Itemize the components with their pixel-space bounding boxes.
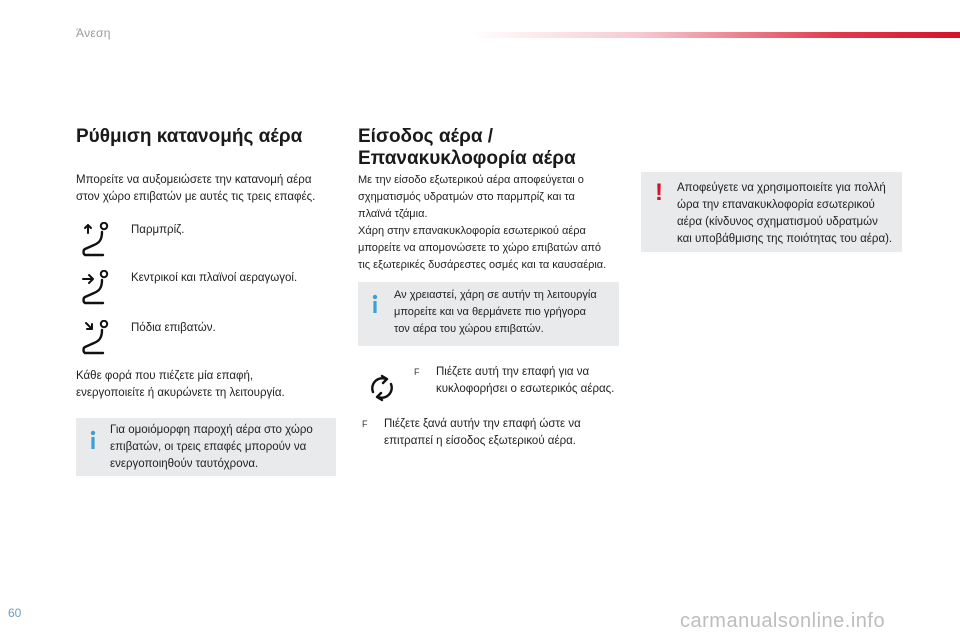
info-line: μπορείτε και να θερμάνετε πιο γρήγορα <box>394 306 586 318</box>
middle-title-line: Είσοδος αέρα / <box>358 126 494 147</box>
recirculation-icon <box>366 372 398 404</box>
info-line: Αν χρειαστεί, χάρη σε αυτήν τη λειτουργία <box>394 289 597 301</box>
watermark: carmanualsonline.info <box>680 610 886 632</box>
airflow-item-label: Πόδια επιβατών. <box>131 322 216 334</box>
warning-line: αέρα (κίνδυνος σχηματισμού υδρατμών <box>677 216 878 228</box>
left-info-text <box>110 422 332 473</box>
header-rule <box>470 32 960 38</box>
fresh-air-step-text <box>384 416 620 450</box>
toggle-note-line: Κάθε φορά που πιέζετε μία επαφή, <box>76 370 254 382</box>
step-line: κυκλοφορήσει ο εσωτερικός αέρας. <box>436 383 615 395</box>
toggle-note-line: ενεργοποιείτε ή ακυρώνετε τη λειτουργία. <box>76 387 285 399</box>
middle-body <box>358 172 606 274</box>
middle-body-line: Με την είσοδο εξωτερικού αέρα αποφεύγεται ο <box>358 174 584 186</box>
info-icon <box>88 430 98 450</box>
info-line: Για ομοιόμορφη παροχή αέρα στο χώρο <box>110 424 313 436</box>
warning-icon: ! <box>655 179 663 206</box>
left-title: Ρύθμιση κατανομής αέρα <box>76 126 303 147</box>
info-line: τον αέρα του χώρου επιβατών. <box>394 323 544 335</box>
info-icon <box>370 294 380 314</box>
bullet-marker: F <box>362 419 368 429</box>
step-line: Πιέζετε ξανά αυτήν την επαφή ώστε να <box>384 418 581 430</box>
step-line: επιτραπεί η είσοδος εξωτερικού αέρα. <box>384 435 576 447</box>
middle-info-text <box>394 287 616 338</box>
recirc-step-text <box>436 364 626 398</box>
page-number: 60 <box>8 606 22 620</box>
airflow-item-central-vents <box>82 270 342 310</box>
bullet-marker: F <box>414 367 420 377</box>
middle-body-line: τις εξωτερικές δυσάρεστες οσμές και τα καυσαέρια. <box>358 259 607 271</box>
warning-line: Αποφεύγετε να χρησιμοποιείτε για πολλή <box>677 182 886 194</box>
step-line: Πιέζετε αυτή την επαφή για να <box>436 366 590 378</box>
warning-line: και υποβάθμισης της ποιότητας του αέρα). <box>677 233 893 245</box>
warning-text <box>677 180 899 248</box>
middle-body-line: πλαϊνά τζάμια. <box>358 208 428 220</box>
central-vents-airflow-icon <box>82 270 118 306</box>
middle-body-line: Χάρη στην επανακυκλοφορία εσωτερικού αέρα <box>358 225 586 237</box>
middle-info-box <box>358 282 619 346</box>
left-info-box <box>76 418 336 476</box>
middle-title-line: Επανακυκλοφορία αέρα <box>358 148 576 169</box>
info-line: επιβατών, οι τρεις επαφές μπορούν να <box>110 441 307 453</box>
middle-body-line: μπορείτε να απομονώσετε το χώρο επιβατών από <box>358 242 602 254</box>
windscreen-airflow-icon <box>82 222 118 258</box>
left-intro <box>76 172 315 206</box>
airflow-item-windscreen <box>82 222 342 262</box>
middle-body-line: σχηματισμός υδρατμών στο παρμπρίζ και τα <box>358 191 575 203</box>
warning-line: ώρα την επανακυκλοφορία εσωτερικού <box>677 199 875 211</box>
left-intro-line: Μπορείτε να αυξομειώσετε την κατανομή αέρα <box>76 174 312 186</box>
warning-box <box>641 172 902 252</box>
airflow-item-label: Κεντρικοί και πλαϊνοί αεραγωγοί. <box>131 272 298 284</box>
info-line: ενεργοποιηθούν ταυτόχρονα. <box>110 458 259 470</box>
airflow-item-label: Παρμπρίζ. <box>131 224 185 236</box>
left-toggle-note <box>76 368 285 402</box>
airflow-item-footwell <box>82 320 342 360</box>
middle-title <box>358 126 576 170</box>
footwell-airflow-icon <box>82 320 118 356</box>
left-intro-line: στον χώρο επιβατών με αυτές τις τρεις επαφές. <box>76 191 316 203</box>
section-label: Άνεση <box>76 26 111 40</box>
